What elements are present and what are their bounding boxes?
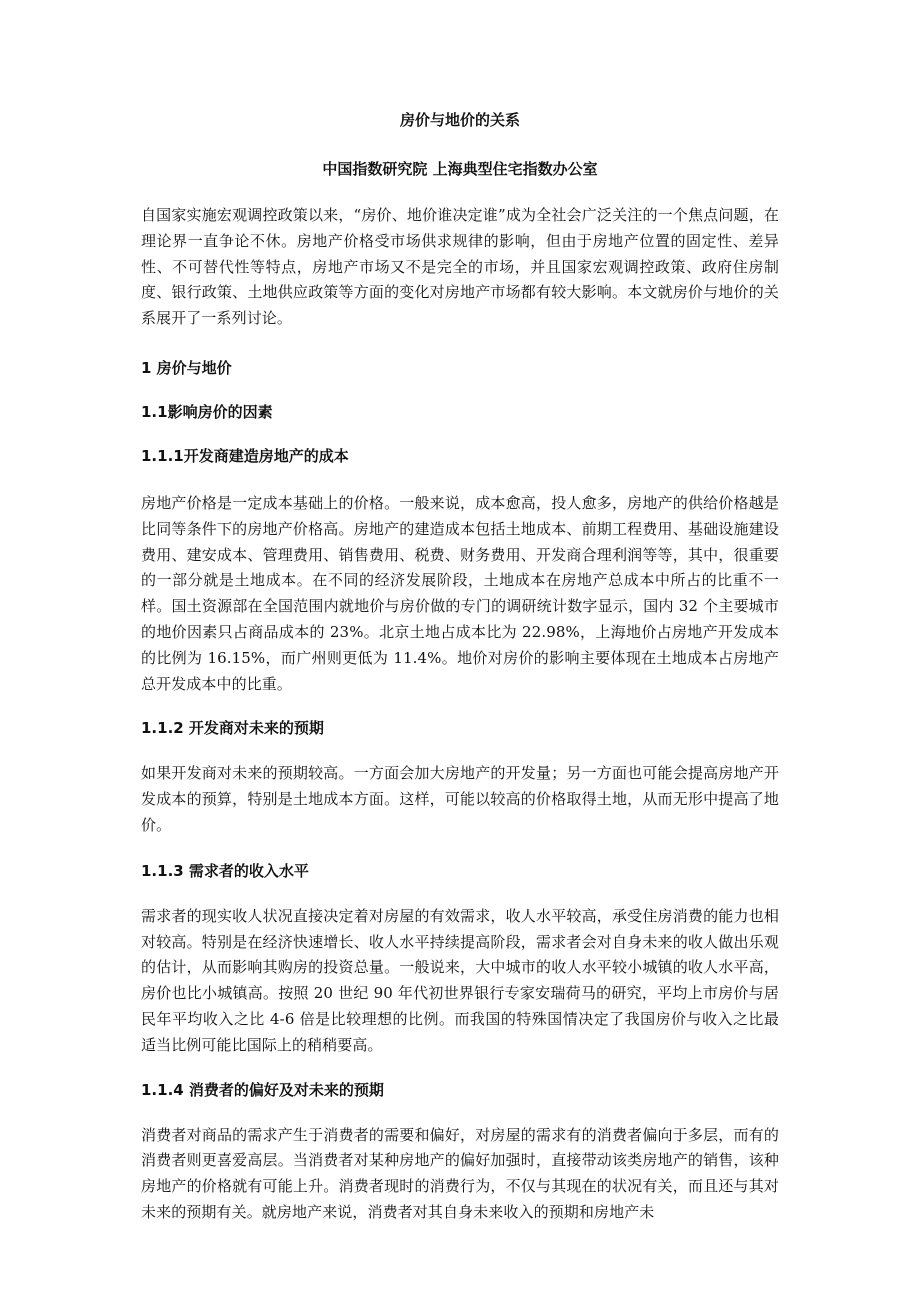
document-title: 房价与地价的关系 xyxy=(399,111,520,129)
document-page xyxy=(141,110,779,1226)
section-1-1-1-heading: 1.1.1开发商建造房地产的成本 xyxy=(141,446,349,465)
section-1-1-3-paragraph: 需求者的现实收人状况直接决定着对房屋的有效需求，收人水平较高，承受住房消费的能力也相对较高。特别是在经济快速增长、收人水平持续提高阶段，需求者会对自身未来的收人做出乐观的估计，从而影响其购房的投资总量。一般说来，大中城市的收人水平较小城镇的收人水平高，房价也比小城镇高。按照 20 世纪 90 年代初世界银行专家安瑞荷马的研究，平均上市房价与居民年平均收入之比 4-6 倍是比较理想的比例。而我国的特殊国情决定了我国房价与收入之比最适当比例可能比国际上的稍稍要高。 xyxy=(141,906,779,1054)
section-1-1-3-heading: 1.1.3 需求者的收入水平 xyxy=(141,861,309,880)
document-author: 中国指数研究院 上海典型住宅指数办公室 xyxy=(322,160,598,178)
section-1-1-heading: 1.1影响房价的因素 xyxy=(141,402,273,421)
section-1-1-4-heading: 1.1.4 消费者的偏好及对未来的预期 xyxy=(141,1080,384,1099)
intro-paragraph: 自国家实施宏观调控政策以来，“房价、地价谁决定谁”成为全社会广泛关注的一个焦点问题，在理论界一直争论不休。房地产价格受市场供求规律的影响，但由于房地产位置的固定性、差异性、不可替代性等特点，房地产市场又不是完全的市场，并且国家宏观调控政策、政府住房制度、银行政策、土地供应政策等方面的变化对房地产市场都有较大影响。本文就房价与地价的关系展开了一系列讨论。 xyxy=(141,206,779,328)
section-1-1-2-heading: 1.1.2 开发商对未来的预期 xyxy=(141,719,324,738)
section-1-1-1-paragraph: 房地产价格是一定成本基础上的价格。一般来说，成本愈高，投人愈多，房地产的供给价格越是比同等条件下的房地产价格高。房地产的建造成本包括土地成本、前期工程费用、基础设施建设费用、建安成本、管理费用、销售费用、税费、财务费用、开发商合理利润等等，其中，很重要的一部分就是土地成本。在不同的经济发展阶段，土地成本在房地产总成本中所占的比重不一样。国土资源部在全国范围内就地价与房价做的专门的调研统计数字显示，国内 32 个主要城市的地价因素只占商品成本的 23%。北京土地占成本比为 22.98%，上海地价占房地产开发成本的比例为 16.15%，而广州则更低为 11.4%。地价对房价的影响主要体现在土地成本占房地产总开发成本中的比重。 xyxy=(141,493,779,693)
section-1-heading: 1 房价与地价 xyxy=(141,358,232,377)
section-1-1-4-paragraph: 消费者对商品的需求产生于消费者的需要和偏好，对房屋的需求有的消费者偏向于多层，而有的消费者则更喜爱高层。当消费者对某种房地产的偏好加强时，直接带动该类房地产的销售，该种房地产的价格就有可能上升。消费者现时的消费行为，不仅与其现在的状况有关，而且还与其对未来的预期有关。就房地产来说，消费者对其自身未来收入的预期和房地产未 xyxy=(141,1125,779,1221)
section-1-1-2-paragraph: 如果开发商对未来的预期较高。一方面会加大房地产的开发量；另一方面也可能会提高房地产开发成本的预算，特别是土地成本方面。这样，可能以较高的价格取得土地，从而无形中提高了地价。 xyxy=(141,764,779,834)
